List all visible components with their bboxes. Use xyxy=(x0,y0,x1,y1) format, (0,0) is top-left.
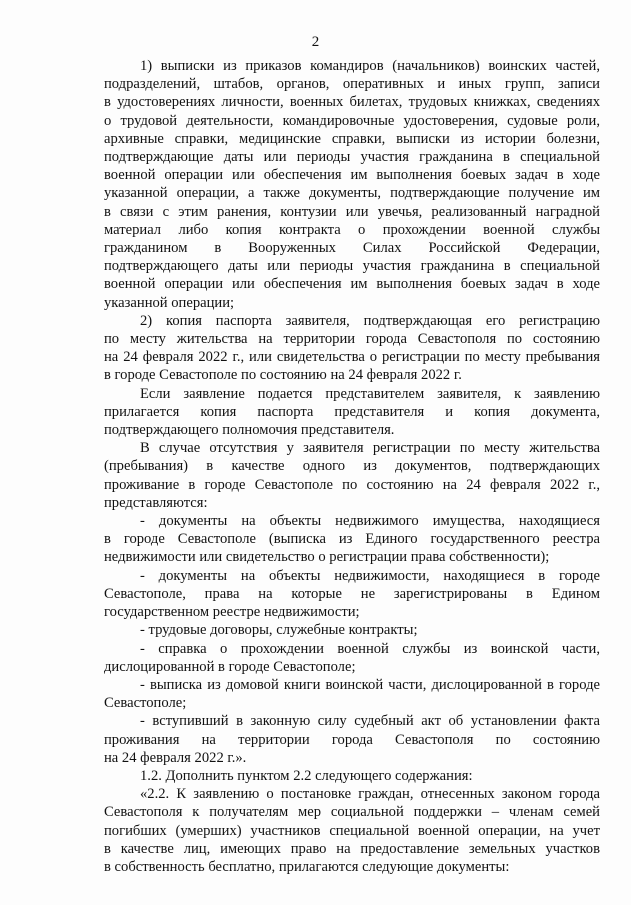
text-line: проживание в городе Севастополе по состоянию на 24 февраля 2022 г., xyxy=(104,476,600,493)
text-line: (пребывания) в качестве одного из документов, подтверждающих xyxy=(104,458,600,475)
document-body xyxy=(104,57,600,876)
text-line: о трудовой деятельности, командировочные удостоверения, судовые роли, xyxy=(104,112,600,129)
text-line: гражданином в Вооруженных Силах Российской Федерации, xyxy=(104,240,600,257)
text-line: - вступивший в законную силу судебный акт об установлении факта xyxy=(140,713,600,730)
text-line: подтверждающие даты или периоды участия гражданина в специальной xyxy=(104,149,600,166)
paragraph-p8 xyxy=(104,640,600,676)
text-line: Если заявление подается представителем заявителя, к заявлению xyxy=(140,385,600,402)
text-line: - справка о прохождении военной службы из воинской части, xyxy=(140,640,600,657)
paragraph-p1 xyxy=(104,57,600,312)
text-line: подтверждающего даты или периоды участия гражданина в специальной xyxy=(104,258,600,275)
text-line: 1) выписки из приказов командиров (начальников) воинских частей, xyxy=(140,58,600,74)
paragraph-p10 xyxy=(104,712,600,767)
text-line: - выписка из домовой книги воинской части, дислоцированной в городе xyxy=(140,676,600,693)
text-line: проживания на территории города Севастополя по состоянию xyxy=(104,731,600,748)
text-line: на 24 февраля 2022 г., или свидетельства о регистрации по месту пребывания xyxy=(104,349,600,366)
paragraph-p2 xyxy=(104,312,600,385)
text-line: военной операции или обеспечения им выполнения боевых задач в ходе xyxy=(104,167,600,184)
text-line: 2) копия паспорта заявителя, подтверждающая его регистрацию xyxy=(140,312,600,329)
paragraph-p11 xyxy=(104,767,600,785)
text-line: по месту жительства на территории города Севастополя по состоянию xyxy=(104,331,600,348)
text-line: - документы на объекты недвижимости, находящиеся в городе xyxy=(140,567,600,584)
text-line: - трудовые договоры, служебные контракты; xyxy=(140,622,418,639)
text-line: государственном реестре недвижимости; xyxy=(104,604,360,621)
page-number: 2 xyxy=(311,34,320,50)
text-line: в городе Севастополе по состоянию на 24 февраля 2022 г. xyxy=(104,367,462,384)
text-line: - документы на объекты недвижимого имущества, находящиеся xyxy=(140,513,600,530)
text-line: дислоцированной в городе Севастополе; xyxy=(104,658,356,675)
text-line: «2.2. К заявлению о постановке граждан, отнесенных законом города xyxy=(140,786,600,803)
text-line: недвижимости или свидетельство о регистрации права собственности); xyxy=(104,549,550,566)
paragraph-p6 xyxy=(104,567,600,622)
text-line: на 24 февраля 2022 г.». xyxy=(104,749,247,766)
text-line: 1.2. Дополнить пунктом 2.2 следующего содержания: xyxy=(140,767,473,784)
text-line: подтверждающего полномочия представителя. xyxy=(104,422,395,439)
text-line: в собственность бесплатно, прилагаются следующие документы: xyxy=(104,858,510,875)
paragraph-p12 xyxy=(104,785,600,876)
text-line: Севастополе, права на которые не зарегистрированы в Едином xyxy=(104,585,600,602)
text-line: военной операции или обеспечения им выполнения боевых задач в ходе xyxy=(104,276,600,293)
text-line: В случае отсутствия у заявителя регистрации по месту жительства xyxy=(140,440,600,457)
text-line: подразделений, штабов, органов, оперативных и иных групп, записи xyxy=(104,76,600,93)
text-line: в связи с этим ранения, контузии или увечья, реализованный наградной xyxy=(104,203,600,220)
text-line: прилагается копия паспорта представителя и копия документа, xyxy=(104,403,600,420)
text-line: указанной операции, а также документы, подтверждающие получение им xyxy=(104,185,600,202)
text-line: в городе Севастополе (выписка из Единого государственного реестра xyxy=(104,531,600,548)
text-line: Севастополя к получателям мер социальной поддержки – членам семей xyxy=(104,804,600,821)
paragraph-p3 xyxy=(104,385,600,440)
text-line: представляются: xyxy=(104,494,208,511)
text-line: материал либо копия контракта о прохождении военной службы xyxy=(104,221,600,238)
paragraph-p4 xyxy=(104,439,600,512)
paragraph-p5 xyxy=(104,512,600,567)
text-line: в удостоверениях личности, военных билетах, трудовых книжках, сведениях xyxy=(104,94,600,111)
text-line: указанной операции; xyxy=(104,294,235,311)
text-line: архивные справки, медицинские справки, выписки из истории болезни, xyxy=(104,130,600,147)
paragraph-p9 xyxy=(104,676,600,712)
text-line: погибших (умерших) участников специальной военной операции, на учет xyxy=(104,822,600,839)
paragraph-p7 xyxy=(104,621,600,639)
text-line: Севастополе; xyxy=(104,695,187,712)
text-line: в качестве лиц, имеющих право на предоставление земельных участков xyxy=(104,840,600,857)
